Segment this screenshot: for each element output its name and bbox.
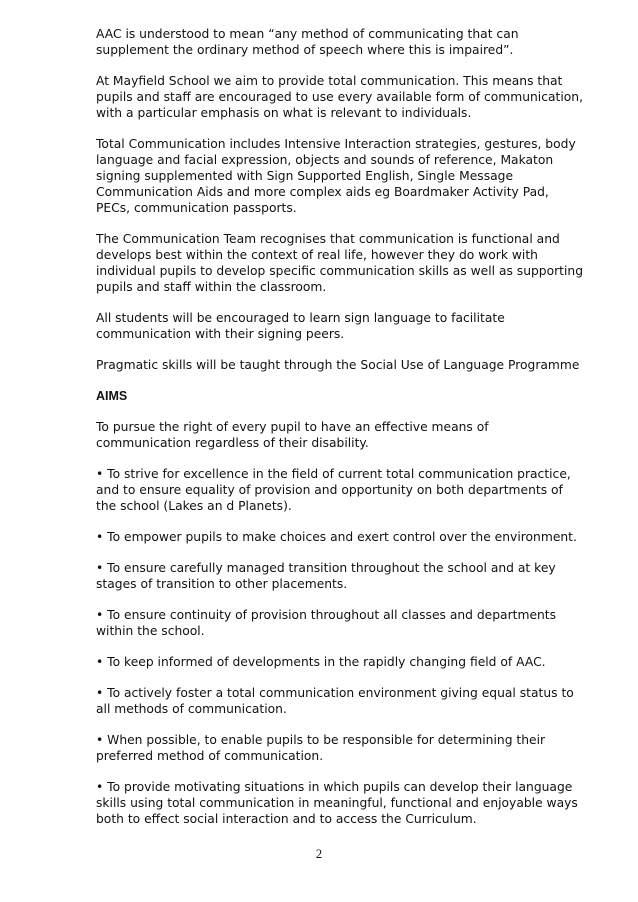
aim-item-transition: • To ensure carefully managed transition throughout the school and at key stages of transition to other placements. xyxy=(96,561,556,591)
paragraph-communication-team: The Communication Team recognises that communication is functional and develops best within the context of real life, however they do work with individual pupils to develop specific communication skills as well as supporting pupils and staff within the classroom. xyxy=(96,232,584,294)
paragraph-pragmatic-skills: Pragmatic skills will be taught through the Social Use of Language Programme xyxy=(96,358,580,372)
aim-item-environment: • To actively foster a total communication environment giving equal status to all methods of communication. xyxy=(96,686,574,716)
page-number: 2 xyxy=(315,847,323,861)
aims-intro: To pursue the right of every pupil to have an effective means of communication regardless of their disability. xyxy=(96,420,489,450)
aims-heading: AIMS xyxy=(96,389,128,403)
aim-item-motivating-situations: • To provide motivating situations in which pupils can develop their language skills using total communication in meaningful, functional and enjoyable ways both to effect social interaction and to access the Curriculum. xyxy=(96,780,578,826)
paragraph-total-communication-aim: At Mayfield School we aim to provide total communication. This means that pupils and staff are encouraged to use every available form of communication, with a particular emphasis on what is relevant to individuals. xyxy=(96,74,583,120)
document-body xyxy=(96,26,586,842)
paragraph-aac-definition: AAC is understood to mean “any method of communicating that can supplement the ordinary method of speech where this is impaired”. xyxy=(96,27,519,57)
aim-item-excellence: • To strive for excellence in the field of current total communication practice, and to ensure equality of provision and opportunity on both departments of the school (Lakes an d Planets). xyxy=(96,467,571,513)
aim-item-developments: • To keep informed of developments in the rapidly changing field of AAC. xyxy=(96,655,546,669)
aim-item-continuity: • To ensure continuity of provision throughout all classes and departments within the school. xyxy=(96,608,557,638)
paragraph-total-communication-includes: Total Communication includes Intensive Interaction strategies, gestures, body language and facial expression, objects and sounds of reference, Makaton signing supplemented with Sign Supported English, Single Message Communication Aids and more complex aids eg Boardmaker Activity Pad, PECs, communication passports. xyxy=(96,137,576,215)
aim-item-empower: • To empower pupils to make choices and exert control over the environment. xyxy=(96,530,577,544)
aim-item-preferred-method: • When possible, to enable pupils to be responsible for determining their preferred method of communication. xyxy=(96,733,546,763)
paragraph-sign-language: All students will be encouraged to learn sign language to facilitate communication with their signing peers. xyxy=(96,311,505,341)
